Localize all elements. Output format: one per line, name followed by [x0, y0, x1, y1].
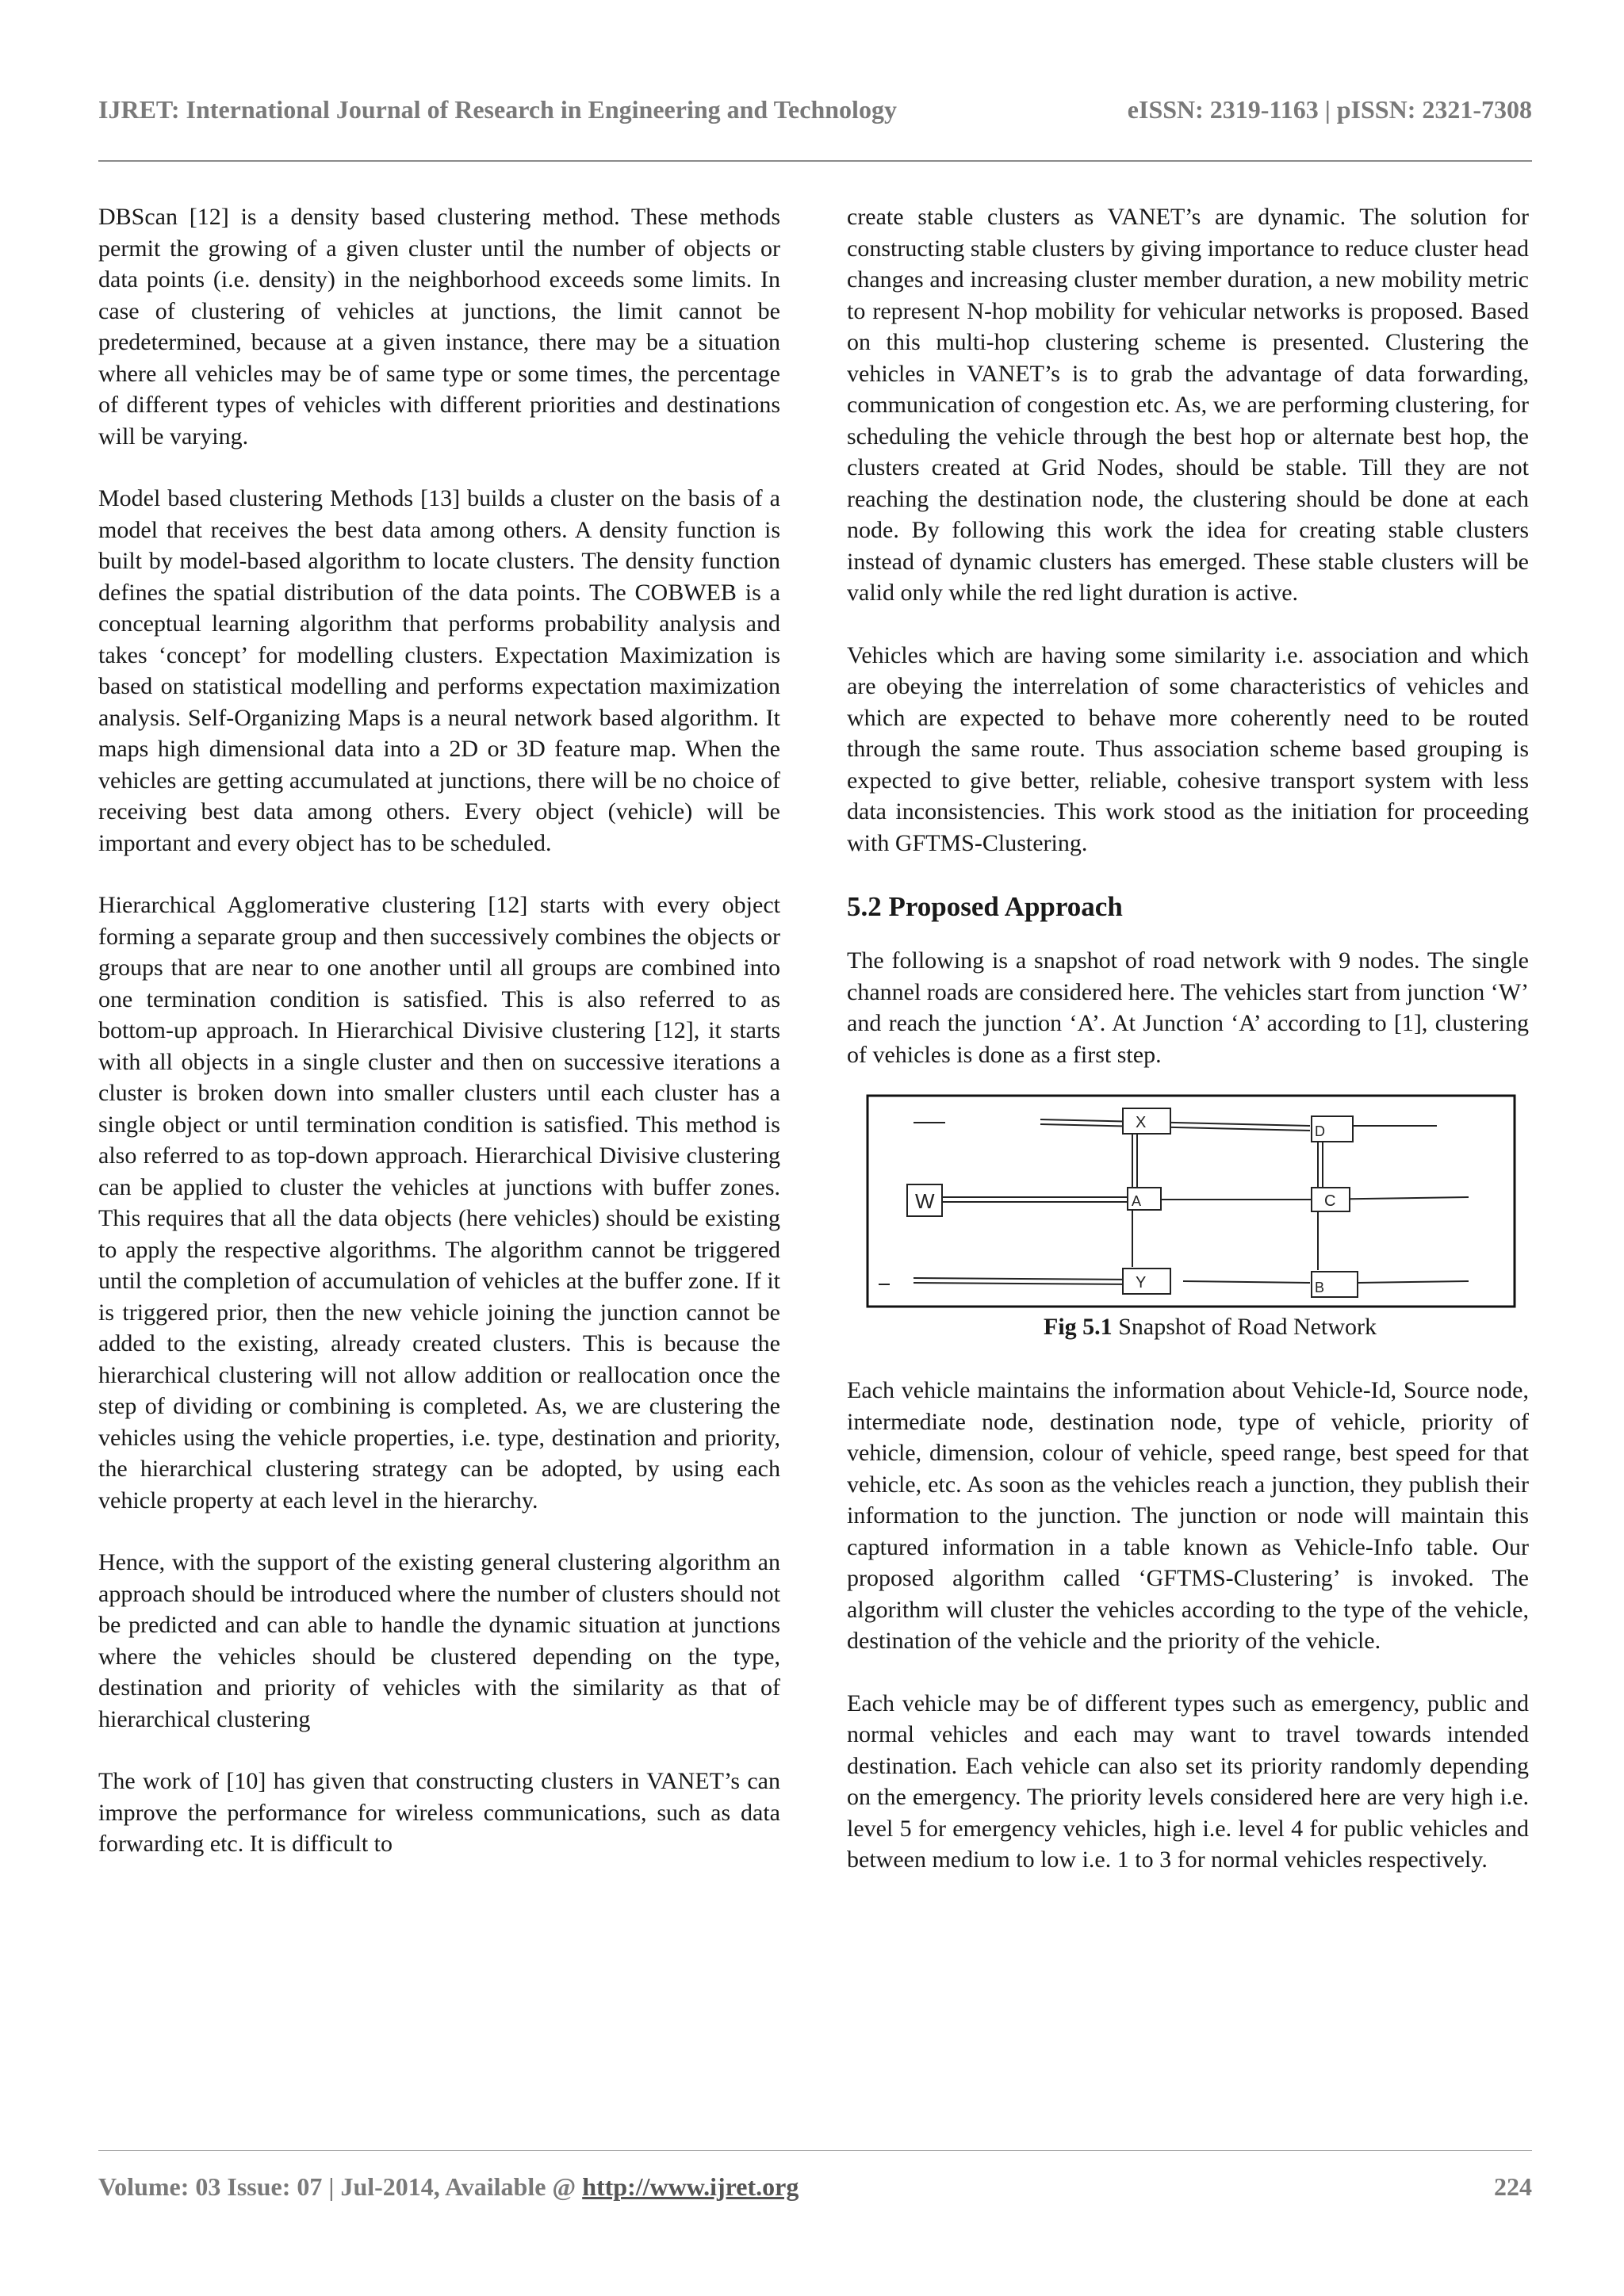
- left-column: [98, 201, 780, 1860]
- paragraph: The work of [10] has given that constructing clusters in VANET’s can improve the performance for wireless communications, such as data forwarding etc. It is difficult to: [98, 1768, 780, 1857]
- junction-y: [1123, 1269, 1170, 1294]
- node-label-a: A: [1132, 1193, 1142, 1209]
- junction-x: [1123, 1108, 1170, 1134]
- footer-rule: [98, 2150, 1532, 2151]
- footer-volume-text: Volume: 03 Issue: 07 | Jul-2014, Available @: [98, 2172, 583, 2201]
- header-rule: [98, 160, 1532, 162]
- paragraph: Hence, with the support of the existing general clustering algorithm an approach should be introduced where the number of clusters should not be predicted and can able to handle the dynamic situation at junctions where the vehicles should be clustered depending on the type, destination and priority of vehicles with the similarity as that of hierarchical clustering: [98, 1549, 780, 1732]
- journal-title: IJRET: International Journal of Research in Engineering and Technology: [98, 95, 897, 124]
- paragraph: DBScan [12] is a density based clustering method. These methods permit the growing of a given cluster until the number of objects or data points (i.e. density) in the neighborhood exceeds some limits. In case of clustering of vehicles at junctions, the limit cannot be predetermined, because at a given instance, there may be a situation where all vehicles may be of same type or some times, the percentage of different types of vehicles with different priorities and destinations will be varying.: [98, 204, 780, 450]
- paragraph: Each vehicle may be of different types such as emergency, public and normal vehicles and each may want to travel towards intended destination. Each vehicle can also set its priority randomly depending on the emergency. The priority levels considered here are very high i.e. level 5 for emergency vehicles, high i.e. level 4 for public vehicles and between medium to low i.e. 1 to 3 for normal vehicles respectively.: [847, 1689, 1529, 1873]
- node-label-w: W: [915, 1189, 935, 1213]
- figure-road-network: [866, 1094, 1554, 1343]
- figure-caption-text: Snapshot of Road Network: [1112, 1314, 1377, 1340]
- node-label-b: B: [1315, 1280, 1325, 1295]
- figure-caption: [866, 1311, 1554, 1343]
- paragraph: Model based clustering Methods [13] builds a cluster on the basis of a model that receives the best data among others. A density function is built by model-based algorithm to locate clusters. The density function defines the spatial distribution of the data points. The COBWEB is a conceptual learning algorithm that performs probability analysis and takes ‘concept’ for modelling clusters. Expectation Maximization is based on statistical modelling and performs expectation maximization analysis. Self-Organizing Maps is a neural network based algorithm. It maps high dimensional data into a 2D or 3D feature map. When the vehicles are getting accumulated at junctions, there will be no choice of receiving best data among others. Every object (vehicle) will be important and every object has to be scheduled.: [98, 485, 780, 856]
- paragraph: Each vehicle maintains the information about Vehicle-Id, Source node, intermediate node, destination node, type of vehicle, priority of vehicle, dimension, colour of vehicle, speed range, best speed for that vehicle, etc. As soon as the vehicles reach a junction, they publish their information to the junction. The junction or node will maintain this captured information in a table known as Vehicle-Info table. Our proposed algorithm called ‘GFTMS-Clustering’ is invoked. The algorithm will cluster the vehicles according to the type of the vehicle, destination of the vehicle and the priority of the vehicle.: [847, 1377, 1529, 1654]
- figure-label: Fig 5.1: [1044, 1314, 1113, 1340]
- page-number: 224: [1494, 2172, 1532, 2201]
- journal-link[interactable]: http://www.ijret.org: [582, 2172, 799, 2201]
- paragraph: create stable clusters as VANET’s are dynamic. The solution for constructing stable clusters by giving importance to reduce cluster head changes and increasing cluster member duration, a new mobility metric to represent N-hop mobility for vehicular networks is proposed. Based on this multi-hop clustering scheme is presented. Clustering the vehicles in VANET’s is to grab the advantage of data forwarding, communication of congestion etc. As, we are performing clustering, for scheduling the vehicle through the best hop or alternate best hop, the clusters created at Grid Nodes, should be stable. Till they are not reaching the destination node, the clustering should be done at each node. By following this work the idea for creating stable clusters instead of dynamic clusters has emerged. These stable clusters will be valid only while the red light duration is active.: [847, 204, 1529, 606]
- issn-info: eISSN: 2319-1163 | pISSN: 2321-7308: [1127, 95, 1532, 124]
- node-label-x: X: [1136, 1114, 1147, 1131]
- node-label-y: Y: [1136, 1274, 1147, 1292]
- footer-volume: [98, 2172, 799, 2202]
- node-label-c: C: [1324, 1192, 1336, 1210]
- road-network-diagram: [866, 1094, 1516, 1308]
- right-column: [847, 201, 1529, 1876]
- section-heading: 5.2 Proposed Approach: [847, 891, 1123, 922]
- paragraph: The following is a snapshot of road network with 9 nodes. The single channel roads are considered here. The vehicles start from junction ‘W’ and reach the junction ‘A’. At Junction ‘A’ according to [1], clustering of vehicles is done as a first step.: [847, 947, 1529, 1068]
- paragraph: Vehicles which are having some similarity i.e. association and which are obeying the interrelation of some characteristics of vehicles and which are expected to behave more coherently need to be routed through the same route. Thus association scheme based grouping is expected to give better, reliable, cohesive transport system with less data inconsistencies. This work stood as the initiation for proceeding with GFTMS-Clustering.: [847, 641, 1529, 856]
- node-label-d: D: [1315, 1123, 1325, 1139]
- paragraph: Hierarchical Agglomerative clustering [12] starts with every object forming a separate group and then successively combines the objects or groups that are near to one another until all groups are combined into one termination condition is satisfied. This is also referred to as bottom-up approach. In Hierarchical Divisive clustering [12], it starts with all objects in a single cluster and then on successive iterations a cluster is broken down into smaller clusters until each cluster has a single object or until termination condition is satisfied. This method is also referred to as top-down approach. Hierarchical Divisive clustering can be applied to cluster the vehicles at junctions with buffer zones. This requires that all the data objects (here vehicles) should be existing to apply the respective algorithms. The algorithm cannot be triggered until the completion of accumulation of vehicles at the buffer zone. If it is triggered prior, then the new vehicle joining the junction cannot be added to the existing, already created clusters. This is because the hierarchical clustering will not allow addition or reallocation once the step of dividing or combining is completed. As, we are clustering the vehicles using the vehicle properties, i.e. type, destination and priority, the hierarchical clustering strategy can be adopted, by using each vehicle property at each level in the hierarchy.: [98, 892, 780, 1513]
